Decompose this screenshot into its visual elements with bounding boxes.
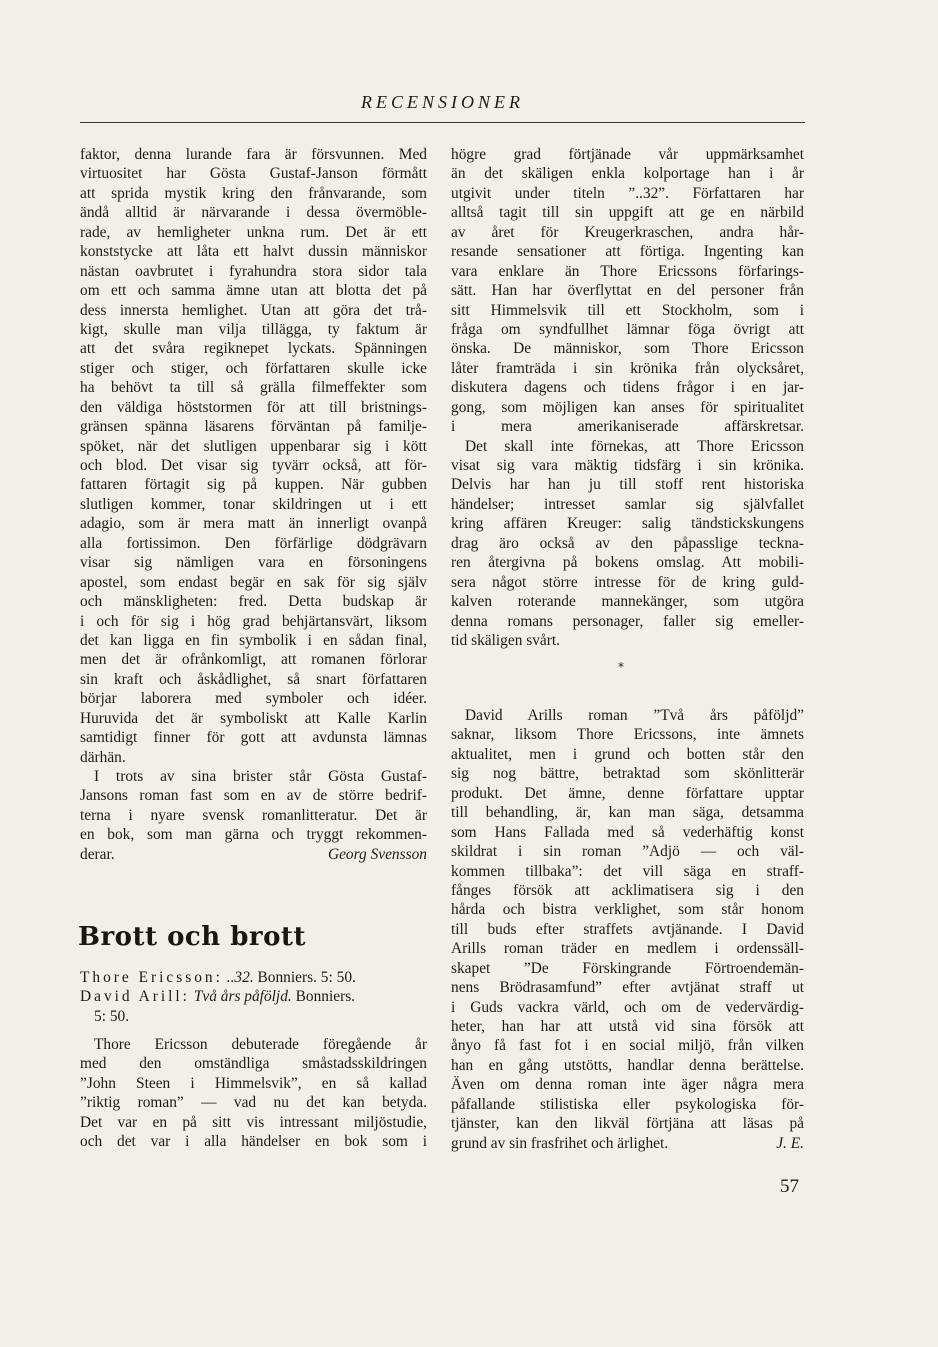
text-line: det kan ligga en fin symbolik i en sådan final, (80, 631, 427, 649)
page-header-title: RECENSIONER (361, 92, 524, 112)
text-line: låter framträda i sin krönika från olycksåret, (451, 359, 804, 377)
text-line: hårda och bistra verklighet, som står honom (451, 901, 804, 919)
text-line: att sprida mystik kring den frånvarande, som (80, 184, 427, 202)
text-line: saknar, liksom Thore Ericssons, inte ämnets (451, 726, 804, 744)
text-line: och mänskligheten: fred. Detta budskap är (80, 593, 427, 611)
text-line: en bok, som man gärna och tryggt rekommen- (80, 826, 427, 844)
text-line: Arills roman träder en medlem i ordenssäll- (451, 940, 804, 958)
text-line: fattaren förtagit sig på kuppen. När gubben (80, 476, 427, 494)
text-line: att det svåra regiknepet lyckats. Spänningen (80, 340, 427, 358)
text-line: önska. De människor, som Thore Ericsson (451, 340, 804, 358)
text-line: apostel, som endast begär en sak för sig själv (80, 573, 427, 591)
text-line: påfallande stilistiska eller psykologiska för- (451, 1095, 804, 1113)
book-author-1: Thore Ericsson: (80, 969, 223, 986)
text-line: visat sig vara mäktig tidsfärg i sin krönika. (451, 457, 804, 474)
text-line: kring affären Kreuger: salig tändstickskungens (451, 515, 804, 533)
text-line: slutligen kommer, tonar skildringen ut i ett (80, 495, 427, 513)
book-author-2: David Arill: (80, 988, 190, 1006)
text-line: han en gång utstötts, handlar denna berättelse. (451, 1056, 804, 1074)
text-line: Även om denna roman inte äger några mera (451, 1076, 804, 1094)
book-entry-2 (80, 987, 427, 1006)
text-line: börjar laborera med symboler och idéer. (80, 690, 427, 708)
text-line: kalven roterande mannekänger, som utgöra (451, 593, 804, 611)
text-line: grund av sin frasfrihet och ärlighet. (451, 1134, 669, 1152)
section-separator: * (618, 660, 624, 674)
reviewer-signature: J. E. (776, 1134, 804, 1152)
text-line: kommen tillbaka”: det vill säga en straff- (451, 862, 804, 880)
text-line: i Guds vackra värld, och om de vedervärdig- (451, 998, 804, 1016)
text-line: därhän. (80, 748, 126, 766)
text-line: faktor, denna lurande fara är försvunnen. Med (80, 146, 427, 163)
text-line: alltså tagit till sin uppgift att ge en närbild (451, 204, 804, 222)
text-line: Det var en på sitt vis intressant miljöstudie, (80, 1113, 427, 1131)
text-line: till behandling, är, kan man säga, detsamma (451, 804, 804, 822)
text-line: samtidigt finner för gott att avdunsta lämnas (80, 729, 427, 747)
text-line: gränsen spänna läsarens förväntan på familje- (80, 418, 427, 436)
review-heading: Brott och brott (78, 922, 306, 952)
text-line: spöket, när det slutligen uppenbarar sig i kött (80, 437, 427, 455)
right-bottom-text (451, 706, 804, 1153)
book-title-2: Två års påföljd. (193, 988, 292, 1006)
text-line: sera något större intresse för de kring guld- (451, 573, 804, 591)
text-line: virtuositet har Gösta Gustaf-Janson förmått (80, 165, 427, 183)
text-line: skildrat i sin roman ”Adjö — och väl- (451, 843, 804, 861)
text-line: resande sensationer att förtiga. Ingenting kan (451, 243, 804, 261)
text-line: och det var i alla händelser en bok som i (80, 1133, 427, 1151)
text-line: dess innersta hemlighet. Utan att göra det trå- (80, 301, 427, 319)
text-line: kigt, skulle man vilja tillägga, ty faktum är (80, 320, 427, 338)
text-line: nens Brödrasamfund” efter avtjänat straff ut (451, 979, 804, 997)
text-line: ändå alltid är närvarande i dessa övermöble- (80, 204, 427, 222)
text-line: skapet ”De Förskingrande Förtroendemän- (451, 959, 804, 977)
text-line: högre grad förtjänade vår uppmärksamhet (451, 146, 804, 163)
text-line: drag äro också av den påpasslige teckna- (451, 534, 804, 552)
text-line: tjänster, kan den likväl förtjäna att läsas på (451, 1115, 804, 1133)
book-entry-1 (80, 968, 427, 987)
text-line: nästan oavbrutet i fyrahundra stora sidor tala (80, 262, 427, 280)
text-line: tid skäligen svårt. (451, 631, 560, 649)
reviewer-signature: Georg Svensson (327, 845, 427, 863)
text-line: aktualitet, men i grund och botten står den (451, 745, 804, 763)
text-line: i och för sig i hög grad behjärtansvärt, liksom (80, 612, 427, 630)
left-bottom-text (80, 1035, 427, 1152)
text-line: händelser; intresset samlar sig självfallet (451, 495, 804, 513)
text-line: David Arills roman ”Två års påföljd” (465, 707, 804, 724)
text-line: ånyo få fast fot i en social miljö, från vilken (451, 1037, 804, 1055)
book-price-2: 5: 50. (94, 1007, 130, 1025)
text-line: sätt. Han har överflyttat en del personer från (451, 282, 804, 300)
text-line: gong, som möjligen kan anses för spiritualitet (451, 398, 804, 416)
text-line: ren återgivna på bokens omslag. Att mobili- (451, 554, 804, 572)
text-line: till buds efter straffets avtjänande. I David (451, 920, 804, 938)
text-line: sin kraft och åskådlighet, så snart författaren (80, 670, 427, 688)
text-line: Jansons roman fast som en av de större bedrif- (80, 787, 427, 805)
review-bibliography (80, 968, 427, 1026)
text-line: I trots av sina brister står Gösta Gustaf- (94, 768, 427, 785)
text-line: om ett och samma ämne utan att blotta det på (80, 282, 427, 300)
page-number: 57 (780, 1176, 799, 1197)
text-line: sig nog bättre, betraktad som skönlitterär (451, 765, 804, 783)
text-line: den väldiga höststormen för att till bristnings- (80, 398, 427, 416)
text-line: diskutera dagens och tidens frågor i en jar- (451, 379, 804, 397)
text-line: adagio, som är mera matt än innerligt ovanpå (80, 515, 427, 533)
left-column-text (80, 145, 427, 864)
text-line: utgivit under titeln ”..32”. Författaren har (451, 184, 804, 202)
text-line: Thore Ericsson debuterade föregående år (94, 1036, 427, 1053)
text-line: än det skäligen enkla kolportage han i år (451, 165, 804, 183)
book-title-1: ..32. (226, 969, 254, 986)
text-line: ”John Steen i Himmelsvik”, en så kallad (80, 1074, 427, 1092)
text-line: ”riktig roman” — vad nu det kan betyda. (80, 1094, 427, 1112)
text-line: i mera amerikaniserade affärskretsar. (451, 418, 804, 436)
text-line: denna romans personager, faller sig emeller- (451, 612, 804, 630)
book-publisher-2: Bonniers. (295, 988, 356, 1006)
text-line: produkt. Det ämne, denne författare upptar (451, 784, 804, 802)
text-line: derar. (80, 845, 115, 863)
text-line: Delvis har han ju till stoff rent historiska (451, 476, 804, 494)
text-line: visar sig nämligen vara en försoningens (80, 554, 427, 572)
right-column-text (451, 145, 804, 650)
book-publisher-1: Bonniers. 5: 50. (257, 969, 356, 986)
text-line: men det är ofrånkomligt, att romanen förlorar (80, 651, 427, 669)
text-line: av året för Kreugerkraschen, andra hår- (451, 223, 804, 241)
text-line: vara enklare än Thore Ericssons förfarings- (451, 262, 804, 280)
text-line: fråga om syndfullhet lämnar föga övrigt att (451, 320, 804, 338)
text-line: som Hans Fallada med så vederhäftig konst (451, 823, 804, 841)
text-line: ha behövt ta till så grälla filmeffekter som (80, 379, 427, 397)
text-line: fånges försök att acklimatisera sig i den (451, 881, 804, 899)
text-line-with-signature (80, 845, 427, 864)
text-line: och blod. Det visar sig tyvärr också, att för- (80, 457, 427, 474)
text-line: rade, av hemligheter unkna rum. Det är ett (80, 223, 427, 241)
text-line: konststycke att låta ett halvt dussin människor (80, 243, 427, 261)
text-line: heter, han har att utstå vid sina försök att (451, 1018, 804, 1035)
text-line: med den omständliga småstadsskildringen (80, 1055, 427, 1073)
text-line: terna i nyare svensk romanlitteratur. Det är (80, 806, 427, 824)
text-line-with-signature (451, 1134, 804, 1153)
text-line: Det skall inte förnekas, att Thore Ericsson (465, 437, 804, 455)
text-line: stiger och stiger, och författaren skulle icke (80, 359, 427, 377)
text-line: sitt Himmelsvik till ett Stockholm, som i (451, 301, 804, 319)
text-line: alla fortissimon. Den förfärlige dödgrävarn (80, 534, 427, 552)
header-rule (80, 122, 805, 123)
text-line: Huruvida det är symboliskt att Kalle Karlin (80, 709, 427, 727)
